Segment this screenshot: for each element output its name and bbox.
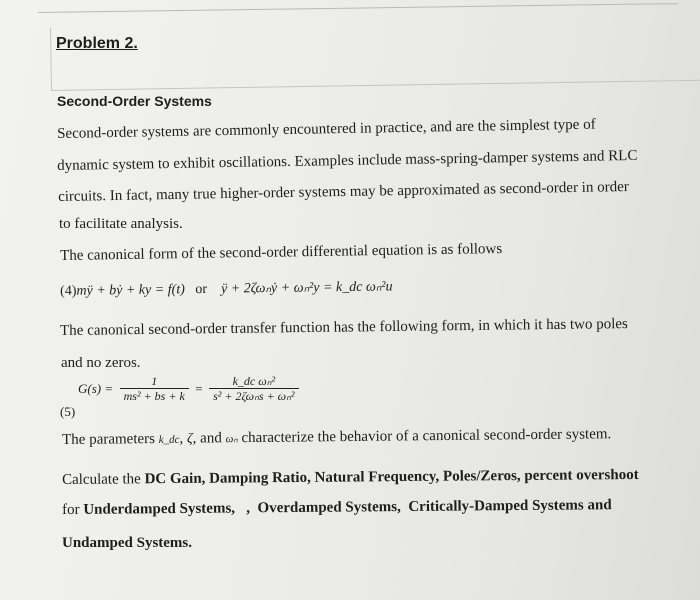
parameters-line: [62, 426, 611, 449]
equation-4-number: (4): [60, 283, 77, 299]
equation-4-or: or: [195, 281, 208, 298]
equation-4: [60, 278, 393, 300]
problem-title: Problem 2.: [56, 35, 138, 52]
fraction-2-denominator: s² + 2ζωₙs + ωₙ²: [209, 388, 298, 403]
task-line-3-bold: Undamped Systems.: [62, 535, 193, 551]
params-suffix: characterize the behavior of a canonical second-order system.: [241, 426, 612, 447]
task-line-2-bold: Underdamped Systems, , Overdamped Systems, Critically-Damped Systems and: [83, 497, 612, 518]
section-title: Second-Order Systems: [57, 93, 212, 109]
equation-4-right: ÿ + 2ζωₙẏ + ωₙ²y = k_dc ωₙ²u: [220, 279, 393, 297]
tf-intro-line-1: The canonical second-order transfer function has the following form, in which it has two poles: [60, 316, 628, 339]
params-sep-2: , and: [192, 430, 222, 447]
equation-5-equals: =: [195, 380, 203, 396]
fraction-2-numerator: k_dc ωₙ²: [232, 374, 276, 388]
params-kdc: k_dc: [158, 433, 180, 446]
task-line-1-bold: DC Gain, Damping Ratio, Natural Frequency, Poles/Zeros, percent overshoot: [144, 466, 639, 488]
params-wn: ωₙ: [225, 433, 238, 446]
equation-5-fraction-2: [209, 374, 298, 403]
params-sep-1: ,: [179, 430, 184, 447]
paragraph-line-3: circuits. In fact, many true higher-order systems may be approximated as second-order in order: [58, 179, 629, 205]
params-prefix: The parameters: [62, 431, 156, 448]
fraction-1-numerator: 1: [151, 374, 158, 388]
tf-intro-line-2: and no zeros.: [61, 355, 141, 371]
equation-5: [60, 374, 302, 419]
paragraph-line-2: dynamic system to exhibit oscillations. Examples include mass-spring-damper systems and RLC: [57, 147, 638, 174]
canonical-diff-intro: The canonical form of the second-order differential equation is as follows: [60, 241, 503, 264]
task-line-2: [62, 497, 612, 519]
task-line-3: [62, 535, 192, 552]
fraction-1-denominator: ms² + bs + k: [120, 388, 189, 403]
problem-box-border: [50, 18, 700, 91]
task-line-2-prefix: for: [62, 501, 84, 518]
equation-5-number: (5): [60, 404, 76, 419]
paragraph-line-1: Second-order systems are commonly encountered in practice, and are the simplest type of: [57, 116, 596, 142]
equation-4-left: mÿ + bẏ + ky = f(t): [76, 282, 185, 299]
task-line-1-prefix: Calculate the: [62, 471, 145, 488]
paragraph-line-4: to facilitate analysis.: [59, 216, 183, 232]
task-line-1: [62, 467, 639, 489]
equation-5-fraction-1: [120, 374, 189, 403]
params-zeta: ζ: [186, 431, 193, 447]
top-rule: [38, 3, 678, 13]
equation-5-lhs: G(s) =: [78, 380, 114, 396]
